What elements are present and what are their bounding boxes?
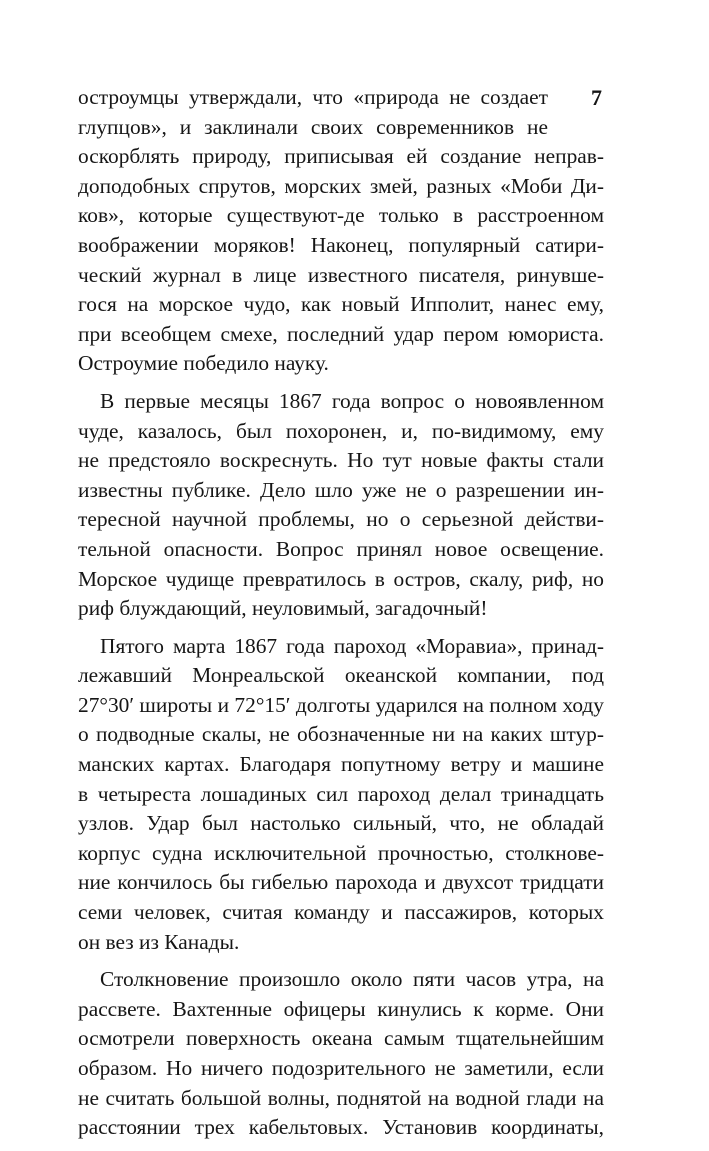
text-line: о подводные скалы, не обозначенные ни на каких штур- [78, 722, 604, 747]
text-line: образом. Но ничего подозрительного не заметили, если [78, 1056, 604, 1080]
text-line: расстоянии трех кабельтовых. Установив координаты, [78, 1115, 604, 1140]
text-line: рассвете. Вахтенные офицеры кинулись к корме. Они [78, 996, 604, 1021]
text-line: не считать большой волны, поднятой на водной глади на [78, 1085, 604, 1110]
paragraph-2 [78, 387, 604, 624]
text-line: риф блуждающий, неуловимый, загадочный! [78, 596, 488, 621]
text-line: глупцов», и заклинали своих современников не [78, 114, 548, 139]
text-line: воображении моряков! Наконец, популярный сатири- [78, 232, 604, 257]
text-line: тельной опасности. Вопрос принял новое освещение. [78, 536, 604, 561]
text-line: ков», которые существуют-де только в расстроенном [78, 203, 604, 228]
text-line: не предстояло воскреснуть. Но тут новые факты стали [78, 448, 604, 473]
text-line: чуде, казалось, был похоронен, и, по-видимому, ему [78, 418, 604, 443]
text-line: оскорблять природу, приписывая ей создание неправ- [78, 144, 604, 169]
text-line: лежавший Монреальской океанской компании, под [78, 663, 604, 688]
text-line: узлов. Удар был настолько сильный, что, не обладай [78, 811, 604, 836]
text-line: Морское чудище превратилось в остров, скалу, риф, но [78, 566, 604, 591]
text-line: гося на морское чудо, как новый Ипполит, нанес ему, [78, 292, 604, 317]
page-number: 7 [591, 85, 602, 110]
text-line: известны публике. Дело шло уже не о разрешении ин- [78, 477, 604, 502]
paragraph-3 [78, 632, 604, 958]
text-line: Столкновение произошло около пяти часов утра, на [100, 967, 604, 992]
text-line: ние кончилось бы гибелью парохода и двухсот тридцати [78, 870, 604, 895]
text-line: при всеобщем смехе, последний удар пером юмориста. [78, 321, 604, 346]
text-line: ческий журнал в лице известного писателя, ринувше- [78, 262, 604, 287]
text-line: он вез из Канады. [78, 929, 240, 954]
text-line: остроумцы утверждали, что «природа не создает [78, 85, 548, 109]
text-line: тересной научной проблемы, но о серьезной действи- [78, 507, 604, 532]
text-line: осмотрели поверхность океана самым тщательнейшим [78, 1026, 604, 1051]
text-line: манских картах. Благодаря попутному ветру и машине [78, 752, 604, 777]
page-text [78, 83, 604, 1151]
paragraph-4 [78, 965, 604, 1143]
text-line: 27°30′ широты и 72°15′ долготы ударился на полном ходу [78, 692, 604, 717]
text-line: в четыреста лошадиных сил пароход делал тринадцать [78, 781, 604, 806]
text-line: Остроумие победило науку. [78, 351, 329, 376]
paragraph-1 [78, 83, 604, 379]
text-line: семи человек, считая команду и пассажиров, которых [78, 900, 604, 925]
text-line: корпус судна исключительной прочностью, столкнове- [78, 840, 604, 865]
text-line: В первые месяцы 1867 года вопрос о новоявленном [100, 388, 604, 413]
text-line: Пятого марта 1867 года пароход «Моравиа», принад- [100, 633, 604, 658]
text-line: доподобных спрутов, морских змей, разных «Моби Ди- [78, 173, 604, 198]
